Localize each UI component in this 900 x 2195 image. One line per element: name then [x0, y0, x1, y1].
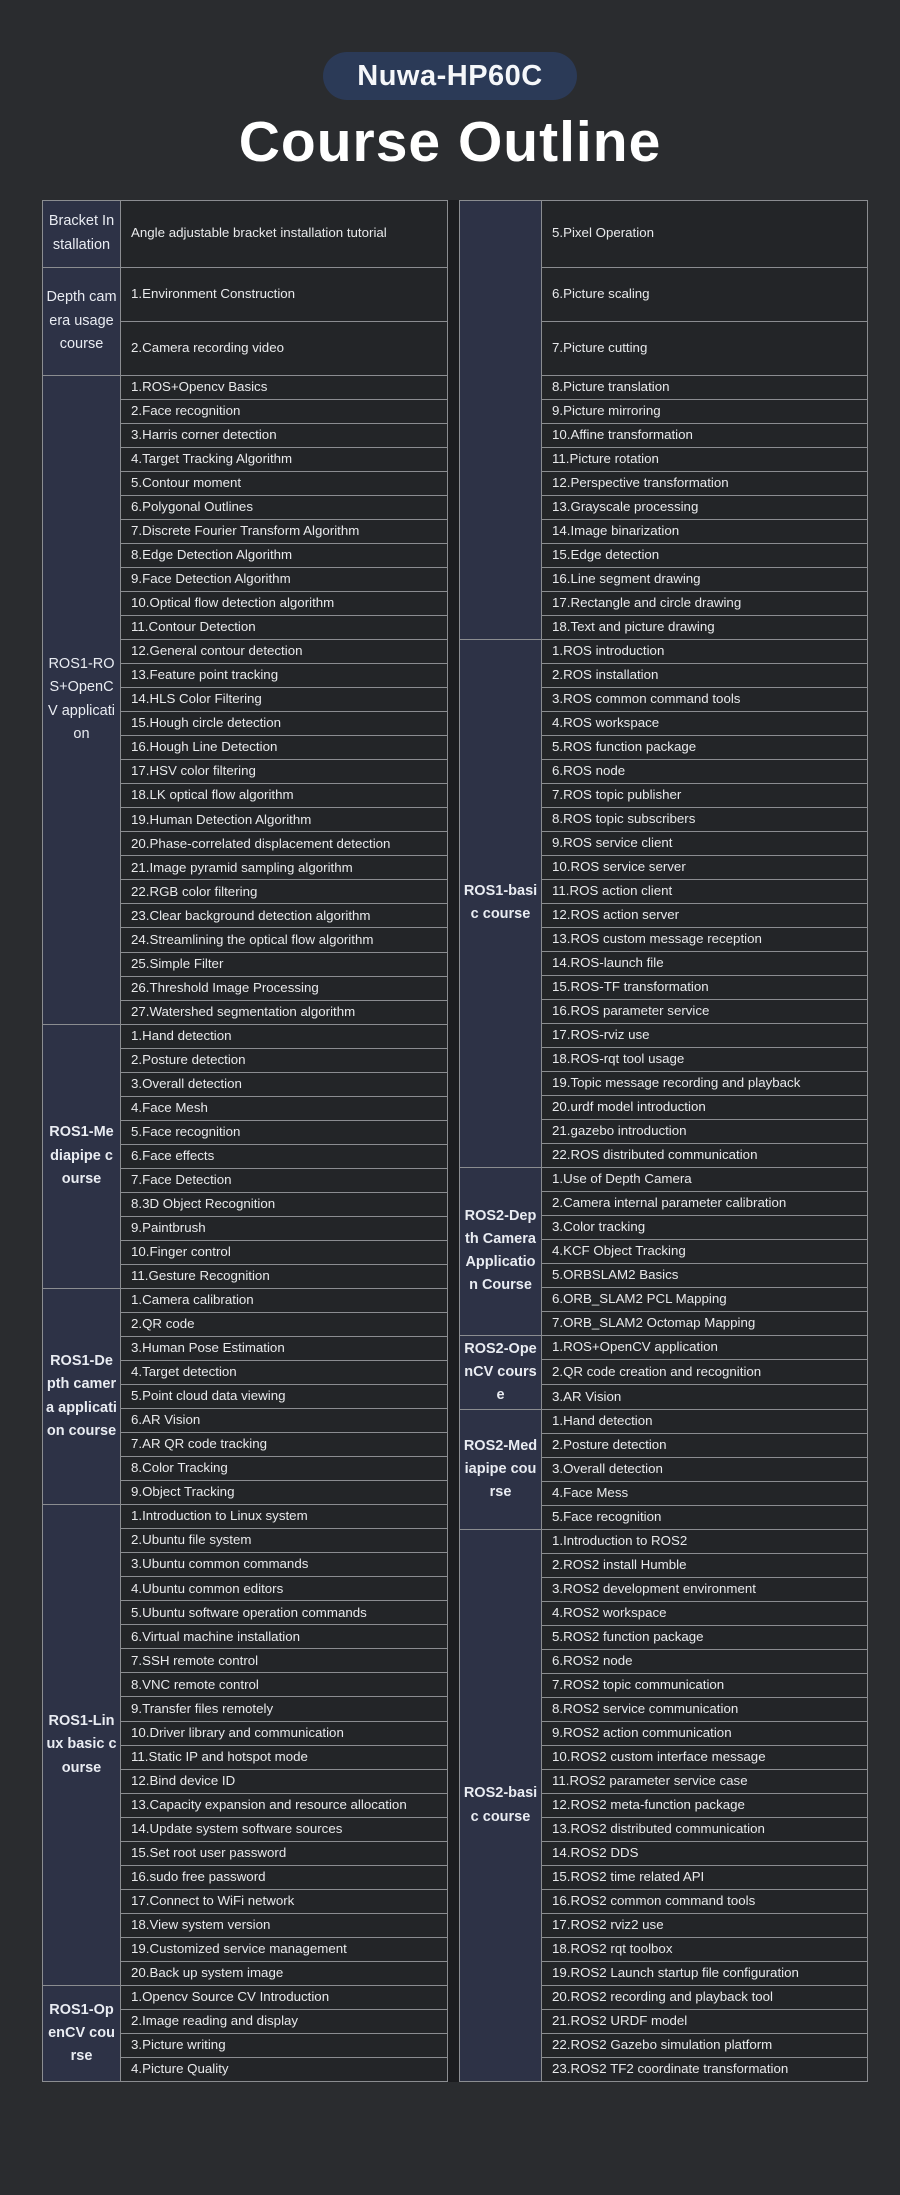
- course-item: 9.Face Detection Algorithm: [121, 568, 448, 592]
- course-item: 4.Target detection: [121, 1361, 448, 1385]
- course-item: 4.Picture Quality: [121, 2057, 448, 2081]
- course-item: 16.ROS2 common command tools: [542, 1890, 868, 1914]
- table-row: [460, 1335, 868, 1360]
- table-row: [460, 1530, 868, 1554]
- course-item: 5.ROS2 function package: [542, 1626, 868, 1650]
- course-item: 5.Face recognition: [121, 1120, 448, 1144]
- table-row: [43, 1024, 448, 1048]
- course-item: 19.ROS2 Launch startup file configuration: [542, 1962, 868, 1986]
- course-item: 6.AR Vision: [121, 1409, 448, 1433]
- course-item: 20.urdf model introduction: [542, 1095, 868, 1119]
- table-row: [43, 200, 448, 267]
- course-item: 6.ROS node: [542, 759, 868, 783]
- course-item: 10.Finger control: [121, 1240, 448, 1264]
- table-row: [43, 1505, 448, 1529]
- course-item: 19.Topic message recording and playback: [542, 1071, 868, 1095]
- course-item: 3.AR Vision: [542, 1385, 868, 1410]
- course-item: 25.Simple Filter: [121, 952, 448, 976]
- section-label: ROS1-basic course: [460, 639, 542, 1167]
- course-item: Angle adjustable bracket installation tutorial: [121, 200, 448, 267]
- course-item: 21.ROS2 URDF model: [542, 2010, 868, 2034]
- course-item: 23.Clear background detection algorithm: [121, 904, 448, 928]
- course-item: 13.Feature point tracking: [121, 664, 448, 688]
- course-item: 2.Ubuntu file system: [121, 1529, 448, 1553]
- course-item: 4.ROS2 workspace: [542, 1602, 868, 1626]
- course-item: 8.ROS2 service communication: [542, 1698, 868, 1722]
- course-item: 6.ORB_SLAM2 PCL Mapping: [542, 1287, 868, 1311]
- course-item: 26.Threshold Image Processing: [121, 976, 448, 1000]
- course-item: 7.Discrete Fourier Transform Algorithm: [121, 519, 448, 543]
- course-item: 8.3D Object Recognition: [121, 1192, 448, 1216]
- course-item: 7.Face Detection: [121, 1168, 448, 1192]
- course-item: 3.Color tracking: [542, 1215, 868, 1239]
- course-item: 11.Gesture Recognition: [121, 1264, 448, 1288]
- course-item: 18.View system version: [121, 1913, 448, 1937]
- tables-divider: [448, 200, 459, 2083]
- section-label: ROS1-Linux basic course: [43, 1505, 121, 1986]
- section-label: ROS2-Mediapipe course: [460, 1410, 542, 1530]
- course-item: 12.Perspective transformation: [542, 471, 868, 495]
- course-item: 14.Update system software sources: [121, 1817, 448, 1841]
- product-badge: Nuwa-HP60C: [323, 52, 577, 100]
- course-item: 3.Harris corner detection: [121, 423, 448, 447]
- course-item: 23.ROS2 TF2 coordinate transformation: [542, 2058, 868, 2082]
- course-item: 16.Line segment drawing: [542, 567, 868, 591]
- table-row: [43, 267, 448, 321]
- course-item: 5.Point cloud data viewing: [121, 1385, 448, 1409]
- course-item: 7.Picture cutting: [542, 321, 868, 375]
- course-item: 19.Human Detection Algorithm: [121, 808, 448, 832]
- course-item: 18.Text and picture drawing: [542, 615, 868, 639]
- course-item: 12.ROS2 meta-function package: [542, 1794, 868, 1818]
- course-item: 12.ROS action server: [542, 903, 868, 927]
- section-label: Depth camera usage course: [43, 267, 121, 375]
- course-item: 17.ROS2 rviz2 use: [542, 1914, 868, 1938]
- course-item: 1.Introduction to Linux system: [121, 1505, 448, 1529]
- table-row: [460, 1410, 868, 1434]
- course-item: 27.Watershed segmentation algorithm: [121, 1000, 448, 1024]
- course-item: 15.ROS2 time related API: [542, 1866, 868, 1890]
- course-item: 15.Set root user password: [121, 1841, 448, 1865]
- course-item: 2.ROS installation: [542, 663, 868, 687]
- course-item: 1.ROS introduction: [542, 639, 868, 663]
- course-item: 21.gazebo introduction: [542, 1119, 868, 1143]
- course-item: 16.sudo free password: [121, 1865, 448, 1889]
- section-label: ROS2-Depth Camera Application Course: [460, 1167, 542, 1335]
- section-label: ROS2-OpenCV course: [460, 1335, 542, 1410]
- course-item: 15.ROS-TF transformation: [542, 975, 868, 999]
- course-item: 8.Color Tracking: [121, 1457, 448, 1481]
- course-item: 5.ORBSLAM2 Basics: [542, 1263, 868, 1287]
- section-label: [460, 200, 542, 639]
- course-item: 10.ROS service server: [542, 855, 868, 879]
- course-item: 1.Hand detection: [542, 1410, 868, 1434]
- course-item: 16.ROS parameter service: [542, 999, 868, 1023]
- table-row: [43, 375, 448, 399]
- course-item: 4.Face Mess: [542, 1482, 868, 1506]
- table-row: [460, 639, 868, 663]
- course-item: 4.Target Tracking Algorithm: [121, 447, 448, 471]
- course-item: 3.ROS common command tools: [542, 687, 868, 711]
- course-item: 5.Pixel Operation: [542, 200, 868, 267]
- course-table-left: [42, 200, 448, 2083]
- course-item: 3.Ubuntu common commands: [121, 1553, 448, 1577]
- course-item: 20.ROS2 recording and playback tool: [542, 1986, 868, 2010]
- course-item: 3.Overall detection: [542, 1458, 868, 1482]
- course-item: 6.ROS2 node: [542, 1650, 868, 1674]
- course-item: 2.QR code: [121, 1312, 448, 1336]
- course-item: 9.Paintbrush: [121, 1216, 448, 1240]
- course-item: 3.Human Pose Estimation: [121, 1337, 448, 1361]
- course-item: 2.Camera recording video: [121, 321, 448, 375]
- course-item: 11.ROS action client: [542, 879, 868, 903]
- course-item: 6.Polygonal Outlines: [121, 495, 448, 519]
- course-item: 9.Transfer files remotely: [121, 1697, 448, 1721]
- course-item: 5.Face recognition: [542, 1506, 868, 1530]
- course-item: 11.ROS2 parameter service case: [542, 1770, 868, 1794]
- course-item: 4.ROS workspace: [542, 711, 868, 735]
- course-item: 18.ROS2 rqt toolbox: [542, 1938, 868, 1962]
- course-item: 10.Affine transformation: [542, 423, 868, 447]
- course-item: 1.Use of Depth Camera: [542, 1167, 868, 1191]
- course-item: 1.Hand detection: [121, 1024, 448, 1048]
- course-item: 2.Face recognition: [121, 399, 448, 423]
- table-row: [460, 200, 868, 267]
- course-item: 3.Picture writing: [121, 2033, 448, 2057]
- course-item: 10.ROS2 custom interface message: [542, 1746, 868, 1770]
- course-item: 19.Customized service management: [121, 1937, 448, 1961]
- course-item: 15.Edge detection: [542, 543, 868, 567]
- course-item: 1.Opencv Source CV Introduction: [121, 1985, 448, 2009]
- course-item: 2.QR code creation and recognition: [542, 1360, 868, 1385]
- course-item: 17.ROS-rviz use: [542, 1023, 868, 1047]
- course-item: 6.Face effects: [121, 1144, 448, 1168]
- section-label: ROS2-basic course: [460, 1530, 542, 2082]
- course-item: 1.Camera calibration: [121, 1288, 448, 1312]
- course-item: 1.ROS+Opencv Basics: [121, 375, 448, 399]
- course-item: 9.ROS service client: [542, 831, 868, 855]
- course-item: 13.ROS custom message reception: [542, 927, 868, 951]
- course-item: 17.HSV color filtering: [121, 760, 448, 784]
- course-item: 2.Posture detection: [121, 1048, 448, 1072]
- table-row: [460, 1167, 868, 1191]
- course-item: 9.Object Tracking: [121, 1481, 448, 1505]
- course-item: 15.Hough circle detection: [121, 712, 448, 736]
- course-item: 8.VNC remote control: [121, 1673, 448, 1697]
- course-item: 13.ROS2 distributed communication: [542, 1818, 868, 1842]
- course-item: 14.Image binarization: [542, 519, 868, 543]
- section-label: ROS1-OpenCV course: [43, 1985, 121, 2081]
- course-item: 22.RGB color filtering: [121, 880, 448, 904]
- course-item: 9.ROS2 action communication: [542, 1722, 868, 1746]
- section-label: Bracket Installation: [43, 200, 121, 267]
- section-label: ROS1-Mediapipe course: [43, 1024, 121, 1288]
- course-item: 4.Ubuntu common editors: [121, 1577, 448, 1601]
- course-item: 16.Hough Line Detection: [121, 736, 448, 760]
- course-item: 24.Streamlining the optical flow algorithm: [121, 928, 448, 952]
- course-item: 8.Picture translation: [542, 375, 868, 399]
- course-item: 5.Contour moment: [121, 471, 448, 495]
- course-item: 2.ROS2 install Humble: [542, 1554, 868, 1578]
- course-item: 7.ROS2 topic communication: [542, 1674, 868, 1698]
- course-item: 18.LK optical flow algorithm: [121, 784, 448, 808]
- course-tables-container: [42, 200, 900, 2083]
- course-item: 2.Camera internal parameter calibration: [542, 1191, 868, 1215]
- course-item: 10.Driver library and communication: [121, 1721, 448, 1745]
- table-row: [43, 1288, 448, 1312]
- course-item: 14.HLS Color Filtering: [121, 688, 448, 712]
- course-item: 8.Edge Detection Algorithm: [121, 543, 448, 567]
- table-row: [43, 1985, 448, 2009]
- course-item: 4.Face Mesh: [121, 1096, 448, 1120]
- course-item: 3.ROS2 development environment: [542, 1578, 868, 1602]
- course-item: 1.Introduction to ROS2: [542, 1530, 868, 1554]
- course-item: 12.Bind device ID: [121, 1769, 448, 1793]
- course-item: 5.ROS function package: [542, 735, 868, 759]
- course-item: 7.AR QR code tracking: [121, 1433, 448, 1457]
- course-item: 8.ROS topic subscribers: [542, 807, 868, 831]
- course-item: 7.ORB_SLAM2 Octomap Mapping: [542, 1311, 868, 1335]
- course-item: 17.Connect to WiFi network: [121, 1889, 448, 1913]
- course-item: 12.General contour detection: [121, 640, 448, 664]
- course-item: 22.ROS distributed communication: [542, 1143, 868, 1167]
- course-item: 6.Virtual machine installation: [121, 1625, 448, 1649]
- course-item: 11.Picture rotation: [542, 447, 868, 471]
- course-item: 10.Optical flow detection algorithm: [121, 592, 448, 616]
- course-item: 20.Back up system image: [121, 1961, 448, 1985]
- course-item: 7.ROS topic publisher: [542, 783, 868, 807]
- course-item: 2.Image reading and display: [121, 2009, 448, 2033]
- course-item: 6.Picture scaling: [542, 267, 868, 321]
- course-item: 11.Contour Detection: [121, 616, 448, 640]
- course-table-right: [459, 200, 868, 2083]
- course-item: 22.ROS2 Gazebo simulation platform: [542, 2034, 868, 2058]
- section-label: ROS1-ROS+OpenCV application: [43, 375, 121, 1024]
- course-item: 17.Rectangle and circle drawing: [542, 591, 868, 615]
- course-item: 9.Picture mirroring: [542, 399, 868, 423]
- course-item: 13.Grayscale processing: [542, 495, 868, 519]
- course-item: 2.Posture detection: [542, 1434, 868, 1458]
- course-item: 14.ROS2 DDS: [542, 1842, 868, 1866]
- course-item: 11.Static IP and hotspot mode: [121, 1745, 448, 1769]
- course-item: 20.Phase-correlated displacement detection: [121, 832, 448, 856]
- section-label: ROS1-Depth camera application course: [43, 1288, 121, 1504]
- course-item: 18.ROS-rqt tool usage: [542, 1047, 868, 1071]
- course-item: 21.Image pyramid sampling algorithm: [121, 856, 448, 880]
- page-header: [0, 0, 900, 176]
- course-item: 5.Ubuntu software operation commands: [121, 1601, 448, 1625]
- course-item: 1.Environment Construction: [121, 267, 448, 321]
- course-item: 13.Capacity expansion and resource allocation: [121, 1793, 448, 1817]
- course-item: 3.Overall detection: [121, 1072, 448, 1096]
- course-item: 4.KCF Object Tracking: [542, 1239, 868, 1263]
- page-title: Course Outline: [238, 110, 662, 174]
- course-item: 14.ROS-launch file: [542, 951, 868, 975]
- course-item: 1.ROS+OpenCV application: [542, 1335, 868, 1360]
- course-item: 7.SSH remote control: [121, 1649, 448, 1673]
